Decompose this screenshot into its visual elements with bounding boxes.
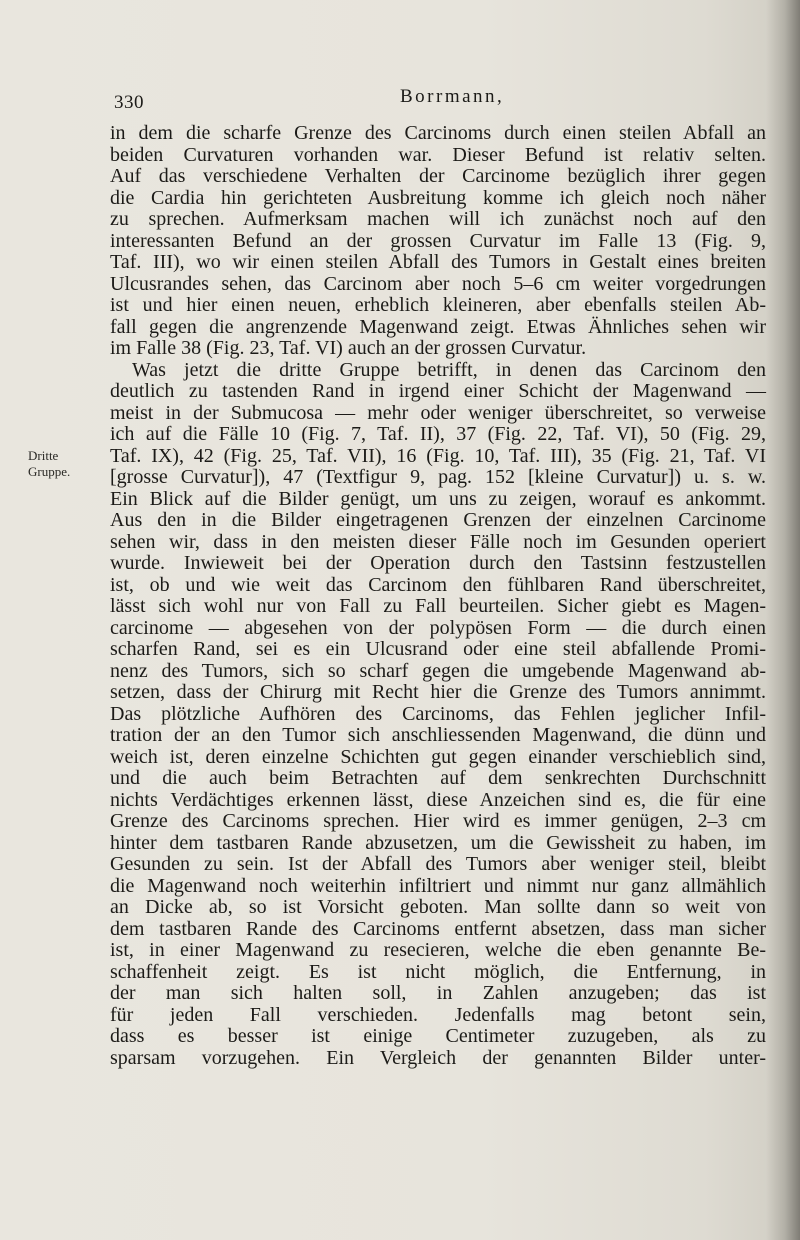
text-line: ist und hier einen neuen, erheblich kleineren, aber ebenfalls steilen Ab- <box>110 294 766 316</box>
text-line: und die auch beim Betrachten auf dem senkrechten Durchschnitt <box>110 767 766 789</box>
text-line: die Magenwand noch weiterhin infiltriert und nimmt nur ganz allmählich <box>110 874 766 897</box>
text-line: ist, in einer Magenwand zu resecieren, welche die eben genannte Be- <box>110 939 766 961</box>
text-line: Auf das verschiedene Verhalten der Carcinome bezüglich ihrer gegen <box>110 165 766 187</box>
text-line: für jeden Fall verschieden. Jedenfalls mag betont sein, <box>110 1003 766 1026</box>
text-line: deutlich zu tastenden Rand in irgend einer Schicht der Magenwand — <box>110 380 766 402</box>
text-line: Gesunden zu sein. Ist der Abfall des Tumors aber weniger steil, bleibt <box>110 853 766 875</box>
text-line: meist in der Submucosa — mehr oder weniger überschreitet, so verweise <box>110 401 766 424</box>
text-line: der man sich halten soll, in Zahlen anzugeben; das ist <box>110 982 766 1004</box>
text-line: Grenze des Carcinoms sprechen. Hier wird es immer genügen, 2–3 cm <box>110 810 766 832</box>
text-line: fall gegen die angrenzende Magenwand zeigt. Etwas Ähnliches sehen wir <box>110 315 766 338</box>
page-edge-shadow <box>766 0 800 1240</box>
text-line: nichts Verdächtiges erkennen lässt, diese Anzeichen sind es, die für eine <box>110 788 766 811</box>
running-head: Borrmann, <box>400 86 505 107</box>
text-line: dem tastbaren Rande des Carcinoms entfernt absetzen, dass man sicher <box>110 917 766 940</box>
text-line: die Cardia hin gerichteten Ausbreitung komme ich gleich noch näher <box>110 186 766 209</box>
text-line: in dem die scharfe Grenze des Carcinoms durch einen steilen Abfall an <box>110 122 766 144</box>
text-line: sehen wir, dass in den meisten dieser Fälle noch im Gesunden operiert <box>110 530 766 553</box>
text-line: ist, ob und wie weit das Carcinom den fühlbaren Rand überschreitet, <box>110 573 766 596</box>
text-line: carcinome — abgesehen von der polypösen Form — die durch einen <box>110 616 766 639</box>
text-line: [grosse Curvatur]), 47 (Textfigur 9, pag. 152 [kleine Curvatur]) u. s. w. <box>110 466 766 488</box>
text-line: hinter dem tastbaren Rande abzusetzen, um die Gewissheit zu haben, im <box>110 831 766 854</box>
page-number: 330 <box>114 92 144 113</box>
text-line: zu sprechen. Aufmerksam machen will ich zunächst noch auf den <box>110 208 766 230</box>
text-line: setzen, dass der Chirurg mit Recht hier die Grenze des Tumors annimmt. <box>110 681 766 703</box>
text-line: weich ist, deren einzelne Schichten gut gegen einander verschieblich sind, <box>110 745 766 768</box>
text-line: Ulcusrandes sehen, das Carcinom aber noch 5–6 cm weiter vorgedrungen <box>110 272 766 295</box>
margin-note-dritte: Dritte <box>28 448 59 463</box>
text-line: nenz des Tumors, sich so scharf gegen die umgebende Magenwand ab- <box>110 659 766 682</box>
text-line: Aus den in die Bilder eingetragenen Grenzen der einzelnen Carcinome <box>110 509 766 531</box>
text-line: sparsam vorzugehen. Ein Vergleich der genannten Bilder unter- <box>110 1046 766 1069</box>
text-line: Ein Blick auf die Bilder genügt, um uns zu zeigen, worauf es ankommt. <box>110 487 766 510</box>
body-text <box>110 123 766 1069</box>
text-line: schaffenheit zeigt. Es ist nicht möglich, die Entfernung, in <box>110 960 766 983</box>
text-line: dass es besser ist einige Centimeter zuzugeben, als zu <box>110 1025 766 1047</box>
margin-note-gruppe: Gruppe. <box>28 464 71 479</box>
text-line: Das plötzliche Aufhören des Carcinoms, das Fehlen jeglicher Infil- <box>110 702 766 725</box>
text-line: ich auf die Fälle 10 (Fig. 7, Taf. II), 37 (Fig. 22, Taf. VI), 50 (Fig. 29, <box>110 423 766 445</box>
text-line: Taf. IX), 42 (Fig. 25, Taf. VII), 16 (Fig. 10, Taf. III), 35 (Fig. 21, Taf. VI <box>110 444 766 467</box>
text-line: im Falle 38 (Fig. 23, Taf. VI) auch an der grossen Curvatur. <box>110 337 587 359</box>
text-line: an Dicke ab, so ist Vorsicht geboten. Man sollte dann so weit von <box>110 896 766 918</box>
text-line: lässt sich wohl nur von Fall zu Fall beurteilen. Sicher giebt es Magen- <box>110 595 766 617</box>
text-line: scharfen Rand, sei es ein Ulcusrand oder eine steil abfallende Promi- <box>110 638 766 660</box>
text-line: tration der an den Tumor sich anschliessenden Magenwand, die dünn und <box>110 724 766 746</box>
text-line: wurde. Inwieweit bei der Operation durch den Tastsinn festzustellen <box>110 552 766 574</box>
text-line: Was jetzt die dritte Gruppe betrifft, in denen das Carcinom den <box>132 358 766 381</box>
text-line: interessanten Befund an der grossen Curvatur im Falle 13 (Fig. 9, <box>110 229 766 252</box>
text-line: beiden Curvaturen vorhanden war. Dieser Befund ist relativ selten. <box>110 143 766 166</box>
text-line: Taf. III), wo wir einen steilen Abfall des Tumors in Gestalt eines breiten <box>110 251 766 273</box>
